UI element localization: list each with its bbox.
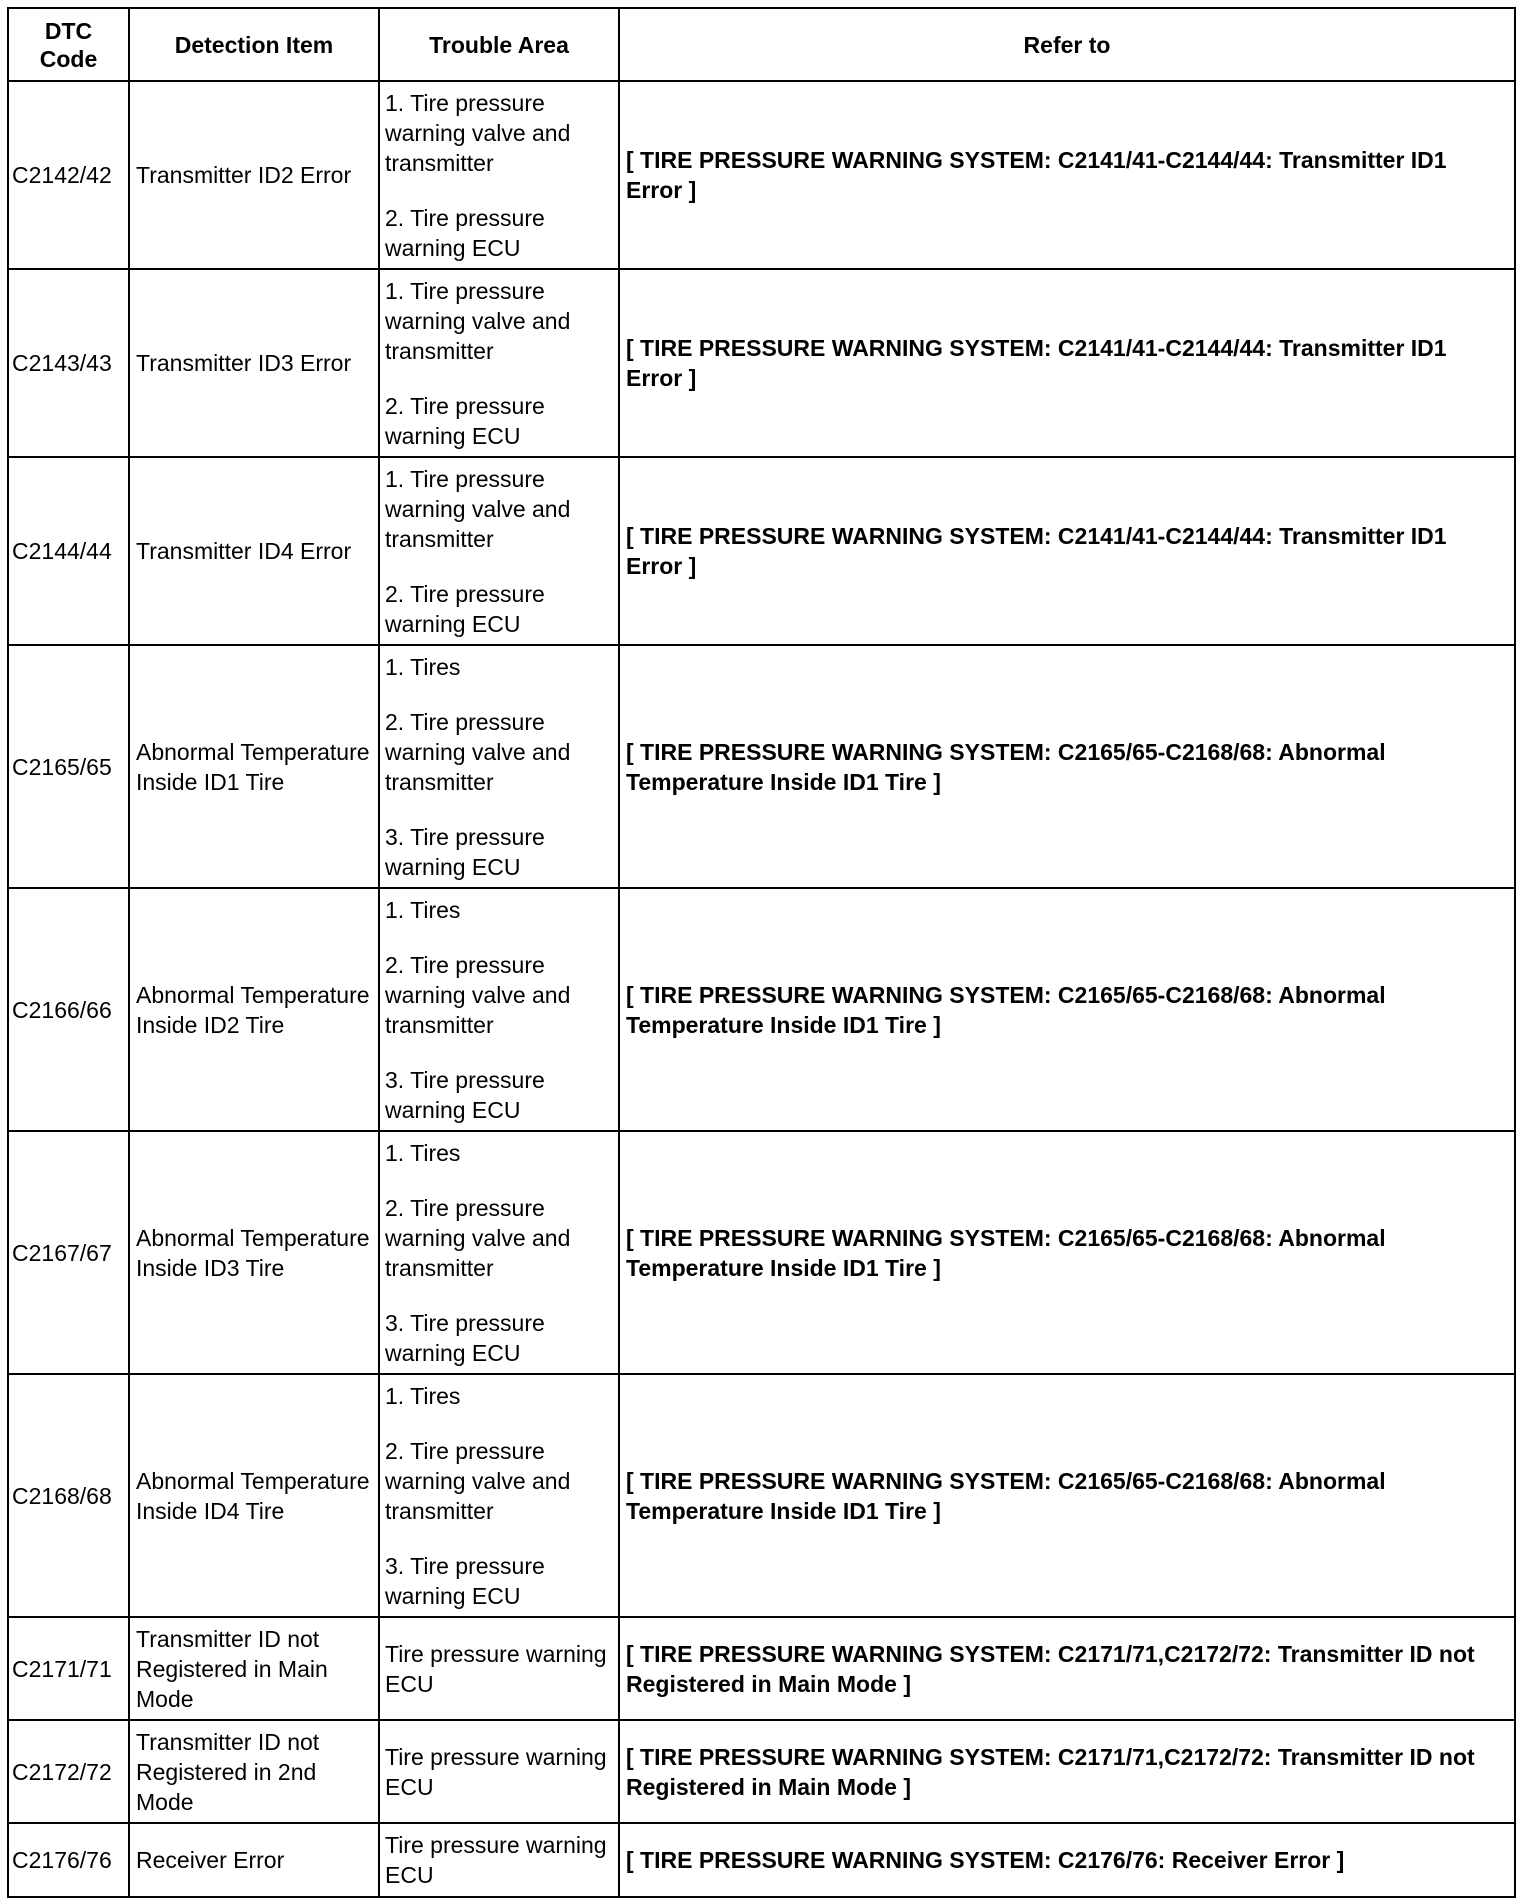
detection-item-cell: Abnormal Temperature Inside ID1 Tire — [129, 645, 379, 888]
detection-item-cell: Transmitter ID3 Error — [129, 269, 379, 457]
header-dtc-code: DTC Code — [8, 8, 129, 81]
dtc-code-cell: C2172/72 — [8, 1720, 129, 1823]
trouble-area-line: 1. Tire pressure warning valve and transmitter — [385, 277, 571, 364]
trouble-area-line: 1. Tires — [385, 896, 461, 923]
trouble-area-line: 3. Tire pressure warning ECU — [385, 1066, 545, 1123]
dtc-code-cell: C2165/65 — [8, 645, 129, 888]
dtc-code-cell: C2168/68 — [8, 1374, 129, 1617]
detection-item-cell: Receiver Error — [129, 1823, 379, 1897]
trouble-area-cell — [379, 269, 619, 457]
table-row — [8, 645, 1515, 888]
table-row — [8, 457, 1515, 645]
trouble-area-line: 3. Tire pressure warning ECU — [385, 1309, 545, 1366]
table-row — [8, 1131, 1515, 1374]
trouble-area-line: 3. Tire pressure warning ECU — [385, 1552, 545, 1609]
dtc-code-cell: C2176/76 — [8, 1823, 129, 1897]
detection-item-cell: Transmitter ID not Registered in 2nd Mode — [129, 1720, 379, 1823]
table-header — [8, 8, 1515, 81]
trouble-area-line: 1. Tire pressure warning valve and transmitter — [385, 465, 571, 552]
refer-to-link[interactable]: [ TIRE PRESSURE WARNING SYSTEM: C2141/41-C2144/44: Transmitter ID1 Error ] — [619, 269, 1515, 457]
trouble-area-line: Tire pressure warning ECU — [385, 1743, 607, 1800]
trouble-area-line: 2. Tire pressure warning valve and transmitter — [385, 1194, 571, 1281]
table-row — [8, 1720, 1515, 1823]
dtc-code-cell: C2167/67 — [8, 1131, 129, 1374]
trouble-area-line: 2. Tire pressure warning ECU — [385, 580, 545, 637]
detection-item-cell: Transmitter ID not Registered in Main Mode — [129, 1617, 379, 1720]
trouble-area-line: Tire pressure warning ECU — [385, 1832, 607, 1888]
trouble-area-line: 2. Tire pressure warning valve and transmitter — [385, 1437, 571, 1524]
header-row — [8, 8, 1515, 81]
refer-to-link[interactable]: [ TIRE PRESSURE WARNING SYSTEM: C2176/76: Receiver Error ] — [619, 1823, 1515, 1897]
refer-to-link[interactable]: [ TIRE PRESSURE WARNING SYSTEM: C2165/65-C2168/68: Abnormal Temperature Inside ID1 Tire ] — [619, 888, 1515, 1131]
trouble-area-cell — [379, 1823, 619, 1897]
table-row — [8, 269, 1515, 457]
detection-item-cell: Transmitter ID4 Error — [129, 457, 379, 645]
header-trouble-area: Trouble Area — [379, 8, 619, 81]
trouble-area-cell — [379, 1720, 619, 1823]
table-row — [8, 81, 1515, 269]
trouble-area-line: 1. Tires — [385, 1139, 461, 1166]
table-row — [8, 1374, 1515, 1617]
header-refer-to: Refer to — [619, 8, 1515, 81]
refer-to-link[interactable]: [ TIRE PRESSURE WARNING SYSTEM: C2171/71,C2172/72: Transmitter ID not Registered in Main Mode ] — [619, 1617, 1515, 1720]
trouble-area-line: 2. Tire pressure warning ECU — [385, 392, 545, 449]
trouble-area-cell — [379, 1374, 619, 1617]
trouble-area-line: 1. Tire pressure warning valve and transmitter — [385, 89, 571, 176]
refer-to-link[interactable]: [ TIRE PRESSURE WARNING SYSTEM: C2165/65-C2168/68: Abnormal Temperature Inside ID1 Tire ] — [619, 1374, 1515, 1617]
trouble-area-cell — [379, 81, 619, 269]
table-row — [8, 888, 1515, 1131]
trouble-area-cell — [379, 1131, 619, 1374]
detection-item-cell: Abnormal Temperature Inside ID2 Tire — [129, 888, 379, 1131]
trouble-area-line: 1. Tires — [385, 1382, 461, 1409]
dtc-code-cell: C2171/71 — [8, 1617, 129, 1720]
table-body — [8, 81, 1515, 1897]
refer-to-link[interactable]: [ TIRE PRESSURE WARNING SYSTEM: C2171/71,C2172/72: Transmitter ID not Registered in Main Mode ] — [619, 1720, 1515, 1823]
trouble-area-cell — [379, 457, 619, 645]
trouble-area-line: Tire pressure warning ECU — [385, 1640, 607, 1697]
dtc-table — [7, 7, 1516, 1898]
table-row — [8, 1823, 1515, 1897]
table-row — [8, 1617, 1515, 1720]
trouble-area-line: 1. Tires — [385, 653, 461, 680]
trouble-area-cell — [379, 1617, 619, 1720]
trouble-area-line: 2. Tire pressure warning valve and transmitter — [385, 708, 571, 795]
dtc-code-cell: C2166/66 — [8, 888, 129, 1131]
detection-item-cell: Abnormal Temperature Inside ID4 Tire — [129, 1374, 379, 1617]
refer-to-link[interactable]: [ TIRE PRESSURE WARNING SYSTEM: C2165/65-C2168/68: Abnormal Temperature Inside ID1 Tire ] — [619, 1131, 1515, 1374]
dtc-code-cell: C2144/44 — [8, 457, 129, 645]
refer-to-link[interactable]: [ TIRE PRESSURE WARNING SYSTEM: C2141/41-C2144/44: Transmitter ID1 Error ] — [619, 457, 1515, 645]
trouble-area-cell — [379, 645, 619, 888]
dtc-code-cell: C2143/43 — [8, 269, 129, 457]
trouble-area-cell — [379, 888, 619, 1131]
detection-item-cell: Transmitter ID2 Error — [129, 81, 379, 269]
refer-to-link[interactable]: [ TIRE PRESSURE WARNING SYSTEM: C2165/65-C2168/68: Abnormal Temperature Inside ID1 Tire ] — [619, 645, 1515, 888]
trouble-area-line: 2. Tire pressure warning valve and transmitter — [385, 951, 571, 1038]
refer-to-link[interactable]: [ TIRE PRESSURE WARNING SYSTEM: C2141/41-C2144/44: Transmitter ID1 Error ] — [619, 81, 1515, 269]
detection-item-cell: Abnormal Temperature Inside ID3 Tire — [129, 1131, 379, 1374]
header-detection-item: Detection Item — [129, 8, 379, 81]
dtc-code-cell: C2142/42 — [8, 81, 129, 269]
trouble-area-line: 3. Tire pressure warning ECU — [385, 823, 545, 880]
trouble-area-line: 2. Tire pressure warning ECU — [385, 204, 545, 261]
